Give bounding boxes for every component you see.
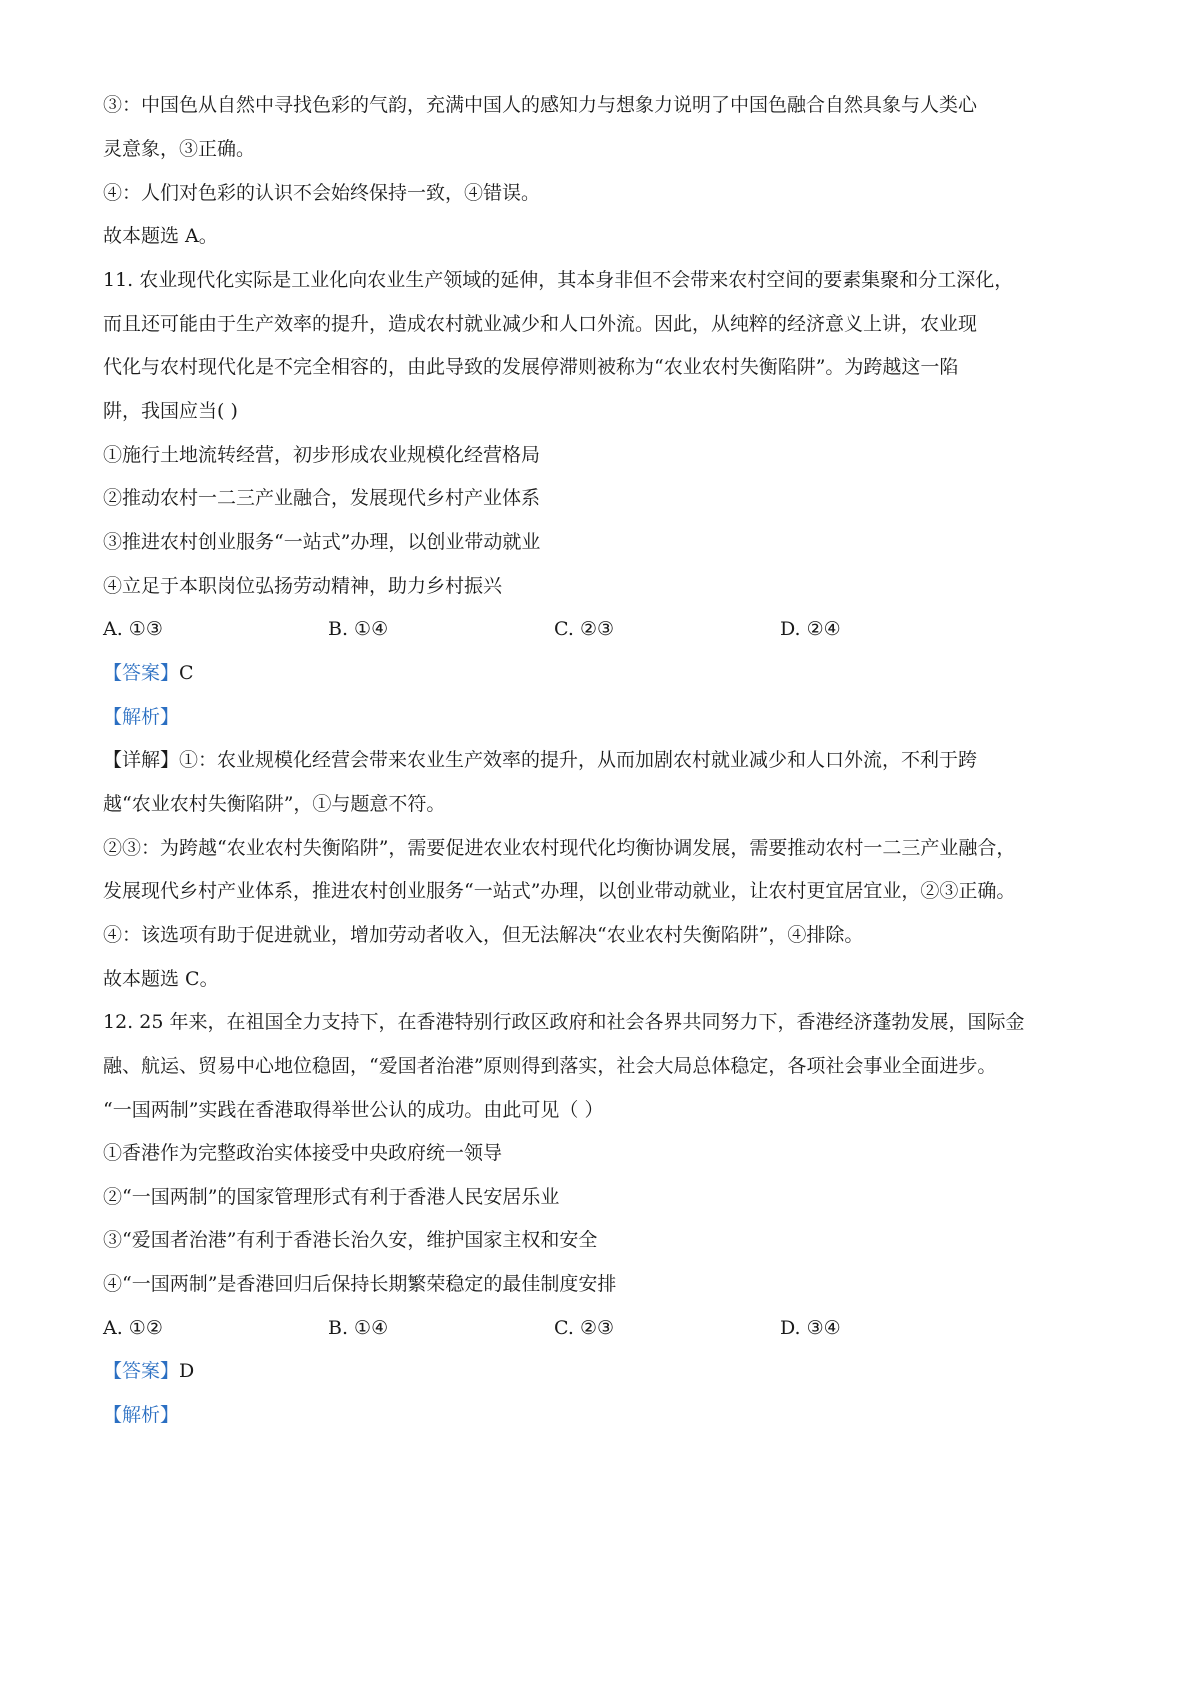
q11-detail-line4: 发展现代乡村产业体系，推进农村创业服务“一站式”办理，以创业带动就业，让农村更宜居宜业，②③正确。 xyxy=(103,880,1016,902)
q12-option-a: A. ①② xyxy=(103,1317,163,1339)
q12-option-b: B. ①④ xyxy=(328,1317,389,1339)
q11-option-c: C. ②③ xyxy=(554,618,615,640)
q11-analysis xyxy=(103,705,179,729)
q11-detail-text: ①：农业规模化经营会带来农业生产效率的提升，从而加剧农村就业减少和人口外流，不利于跨 xyxy=(179,749,978,771)
q11-option-d: D. ②④ xyxy=(780,618,841,640)
q11-stem-line4: 阱，我国应当( ) xyxy=(103,400,238,422)
prev-explanation-p3-line2: 灵意象，③正确。 xyxy=(103,138,256,160)
q11-answer xyxy=(103,661,194,685)
q12-stem-line2: 融、航运、贸易中心地位稳固，“爱国者治港”原则得到落实，社会大局总体稳定，各项社会事业全面进步。 xyxy=(103,1055,997,1077)
q12-statement: ②“一国两制”的国家管理形式有利于香港人民安居乐业 xyxy=(103,1186,560,1208)
q12-option-d: D. ③④ xyxy=(780,1317,841,1339)
q11-answer-value: C xyxy=(179,662,194,684)
q11-detail-line2: 越“农业农村失衡陷阱”，①与题意不符。 xyxy=(103,793,446,815)
q11-option-b: B. ①④ xyxy=(328,618,389,640)
q11-detail-line1 xyxy=(103,748,977,772)
q11-option-a: A. ①③ xyxy=(103,618,163,640)
q11-detail-line3: ②③：为跨越“农业农村失衡陷阱”，需要促进农业农村现代化均衡协调发展，需要推动农村一二三产业融合， xyxy=(103,837,1016,859)
q12-answer xyxy=(103,1359,194,1383)
q11-stem-line3: 代化与农村现代化是不完全相容的，由此导致的发展停滞则被称为“农业农村失衡陷阱”。为跨越这一陷 xyxy=(103,356,959,378)
q12-answer-value: D xyxy=(179,1360,195,1382)
q11-stem-line2: 而且还可能由于生产效率的提升，造成农村就业减少和人口外流。因此，从纯粹的经济意义上讲，农业现 xyxy=(103,313,978,335)
q11-stem-line1: 11. 农业现代化实际是工业化向农业生产领域的延伸，其本身非但不会带来农村空间的要素集聚和分工深化， xyxy=(103,269,1014,291)
prev-explanation-p4: ④：人们对色彩的认识不会始终保持一致，④错误。 xyxy=(103,182,541,204)
q12-answer-label: 【答案】 xyxy=(103,1360,180,1382)
q11-statement: ④立足于本职岗位弘扬劳动精神，助力乡村振兴 xyxy=(103,575,503,597)
q11-detail-line5: ④：该选项有助于促进就业，增加劳动者收入，但无法解决“农业农村失衡陷阱”，④排除。 xyxy=(103,924,864,946)
q11-statement: ③推进农村创业服务“一站式”办理，以创业带动就业 xyxy=(103,531,541,553)
q12-stem-line1: 12. 25 年来，在祖国全力支持下，在香港特别行政区政府和社会各界共同努力下，香港经济蓬勃发展，国际金 xyxy=(103,1011,1025,1033)
q11-answer-label: 【答案】 xyxy=(103,662,180,684)
q12-statement: ④“一国两制”是香港回归后保持长期繁荣稳定的最佳制度安排 xyxy=(103,1273,617,1295)
q11-detail-label: 【详解】 xyxy=(103,749,180,771)
q11-statement: ②推动农村一二三产业融合，发展现代乡村产业体系 xyxy=(103,487,541,509)
q12-statement: ③“爱国者治港”有利于香港长治久安，维护国家主权和安全 xyxy=(103,1229,598,1251)
q12-stem-line3: “一国两制”实践在香港取得举世公认的成功。由此可见（ ） xyxy=(103,1099,604,1121)
q12-statement: ①香港作为完整政治实体接受中央政府统一领导 xyxy=(103,1142,503,1164)
prev-conclusion: 故本题选 A。 xyxy=(103,225,218,247)
prev-explanation-p3-line1: ③：中国色从自然中寻找色彩的气韵，充满中国人的感知力与想象力说明了中国色融合自然具象与人类心 xyxy=(103,94,978,116)
q11-analysis-label: 【解析】 xyxy=(103,706,180,728)
q11-statement: ①施行土地流转经营，初步形成农业规模化经营格局 xyxy=(103,444,541,466)
q12-analysis-label: 【解析】 xyxy=(103,1404,180,1426)
q11-conclusion: 故本题选 C。 xyxy=(103,968,219,990)
q12-option-c: C. ②③ xyxy=(554,1317,615,1339)
q12-analysis xyxy=(103,1403,179,1427)
